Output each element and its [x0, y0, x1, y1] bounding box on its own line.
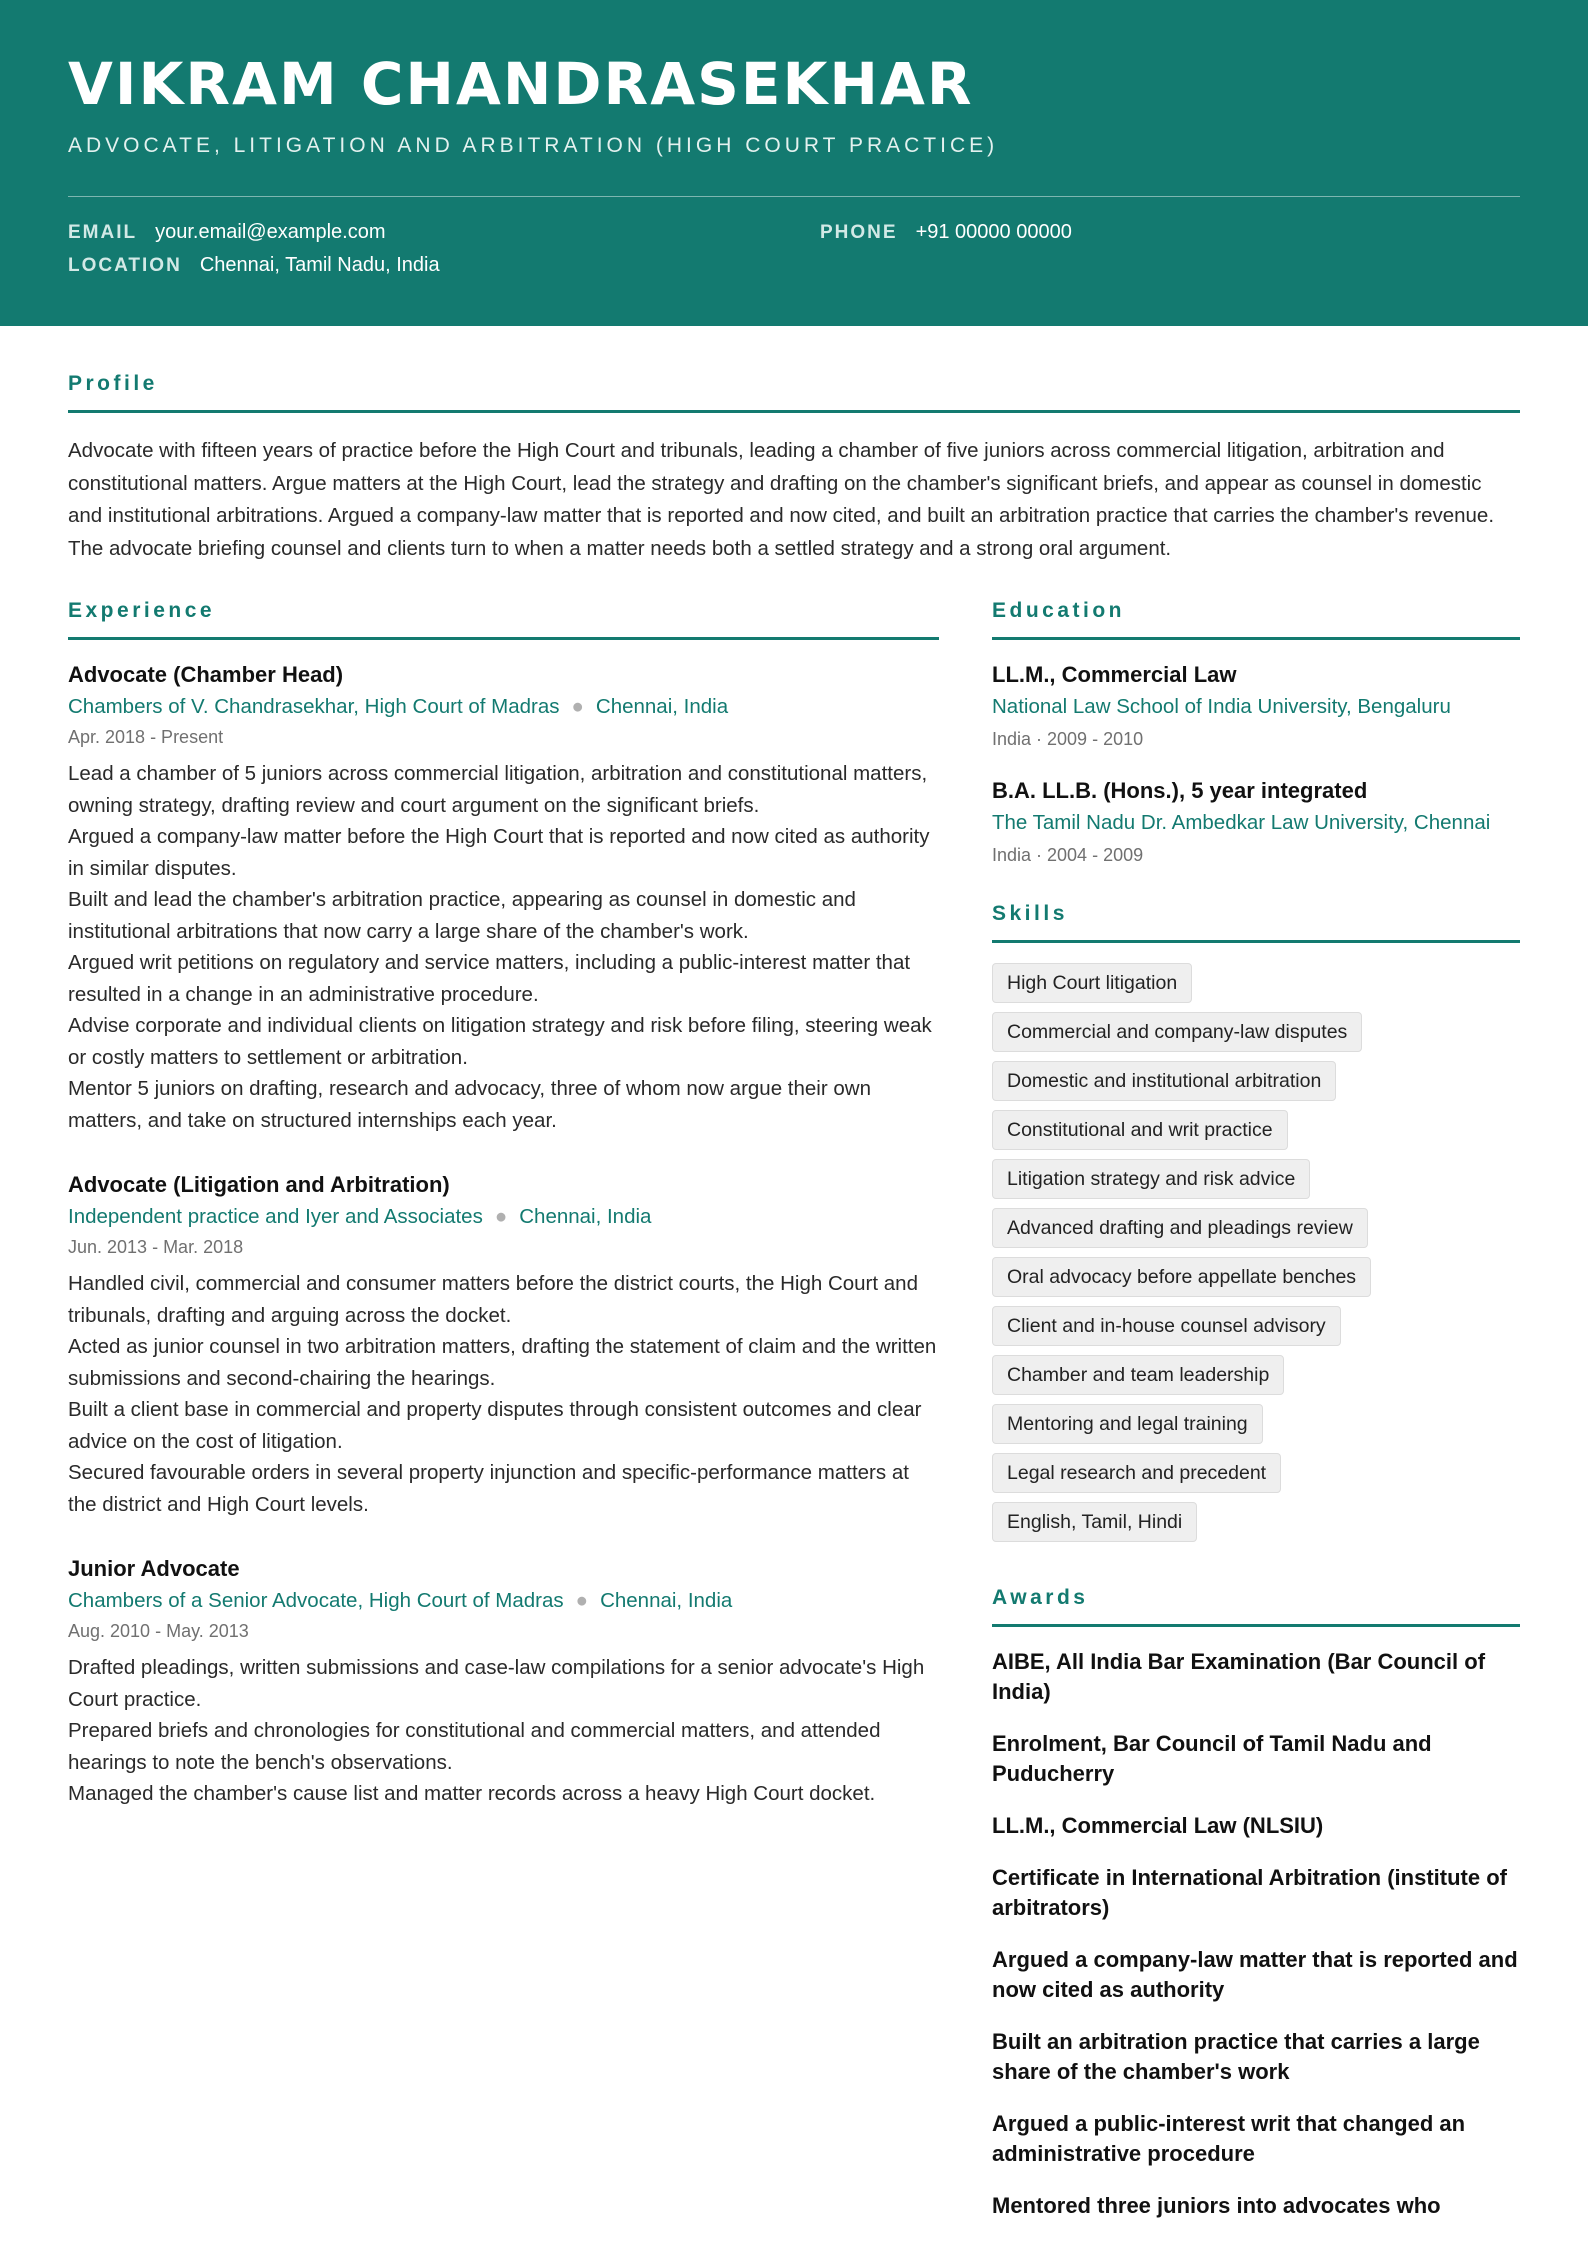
- job-entry: [68, 1170, 939, 1520]
- job-location: Chennai, India: [595, 695, 729, 718]
- job-dates: Aug. 2010 - May. 2013: [68, 1621, 249, 1641]
- award-item: Enrolment, Bar Council of Tamil Nadu and Puducherry: [992, 1731, 1432, 1786]
- school-name: The Tamil Nadu Dr. Ambedkar Law University, Chennai: [992, 811, 1491, 834]
- skill-tag: Mentoring and legal training: [992, 1404, 1263, 1444]
- header-divider: [68, 196, 1520, 197]
- award-item: Argued a company-law matter that is reported and now cited as authority: [992, 1947, 1518, 2002]
- job-bullet: Argued writ petitions on regulatory and service matters, including a public-interest matter that resulted in a change in an administrative procedure.: [68, 951, 911, 1006]
- skill-tag: Chamber and team leadership: [992, 1355, 1284, 1395]
- skill-tag: English, Tamil, Hindi: [992, 1502, 1197, 1542]
- profile-heading: Profile: [68, 372, 1520, 413]
- job-employer: Chambers of V. Chandrasekhar, High Court of Madras: [68, 695, 560, 718]
- job-entry: [68, 660, 939, 1136]
- skill-tag: Oral advocacy before appellate benches: [992, 1257, 1371, 1297]
- email-value[interactable]: your.email@example.com: [155, 221, 386, 243]
- contact-phone: [820, 221, 1520, 244]
- phone-value[interactable]: +91 00000 00000: [915, 221, 1072, 243]
- location-value: Chennai, Tamil Nadu, India: [199, 254, 440, 276]
- education-entry: [992, 660, 1520, 752]
- skill-tag: Litigation strategy and risk advice: [992, 1159, 1310, 1199]
- job-bullet: Prepared briefs and chronologies for constitutional and commercial matters, and attended hearings to note the bench's observations.: [68, 1719, 881, 1774]
- contact-location: [68, 254, 820, 277]
- resume-header: [0, 0, 1588, 326]
- job-bullets: [68, 758, 939, 1136]
- job-org-line: [68, 1202, 939, 1232]
- award-item: Certificate in International Arbitration (institute of arbitrators): [992, 1865, 1507, 1920]
- candidate-headline: ADVOCATE, LITIGATION AND ARBITRATION (HIGH COURT PRACTICE): [68, 134, 999, 157]
- awards-heading: Awards: [992, 1586, 1520, 1627]
- job-org-line: [68, 1586, 939, 1616]
- phone-label: PHONE: [820, 222, 898, 243]
- award-item: Mentored three juniors into advocates who: [992, 2193, 1441, 2218]
- profile-section: [68, 372, 1520, 565]
- job-title: Advocate (Chamber Head): [68, 662, 344, 687]
- skills-heading: Skills: [992, 902, 1520, 943]
- education-entry: [992, 776, 1520, 868]
- award-item: LL.M., Commercial Law (NLSIU): [992, 1813, 1324, 1838]
- contact-info: [68, 221, 1520, 277]
- job-bullets: [68, 1652, 939, 1810]
- skill-tags: [992, 963, 1520, 1542]
- job-bullet: Managed the chamber's cause list and matter records across a heavy High Court docket.: [68, 1782, 876, 1805]
- degree-name: LL.M., Commercial Law: [992, 662, 1237, 687]
- awards-section: [992, 1586, 1520, 2221]
- skill-tag: Legal research and precedent: [992, 1453, 1281, 1493]
- job-bullet: Built and lead the chamber's arbitration practice, appearing as counsel in domestic and institutional arbitrations that now carry a large share of the chamber's work.: [68, 888, 856, 943]
- job-bullet: Secured favourable orders in several property injunction and specific-performance matters at the district and High Court levels.: [68, 1461, 909, 1516]
- award-item: Argued a public-interest writ that changed an administrative procedure: [992, 2111, 1466, 2166]
- skill-tag: Domestic and institutional arbitration: [992, 1061, 1336, 1101]
- profile-summary: Advocate with fifteen years of practice before the High Court and tribunals, leading a chamber of five juniors across commercial litigation, arbitration and constitutional matters. Argue matters at the High Court, lead the strategy and drafting on the chamber's significant briefs, and appear as counsel in domestic and institutional arbitrations. Argued a company-law matter that is reported and now cited, and built an arbitration practice that carries the chamber's revenue. The advocate briefing counsel and clients turn to when a matter needs both a settled strategy and a strong oral argument.: [68, 439, 1495, 560]
- degree-name: B.A. LL.B. (Hons.), 5 year integrated: [992, 778, 1368, 803]
- email-label: EMAIL: [68, 222, 138, 243]
- job-dates: Apr. 2018 - Present: [68, 727, 224, 747]
- job-bullet: Built a client base in commercial and property disputes through consistent outcomes and clear advice on the cost of litigation.: [68, 1398, 922, 1453]
- job-dates: Jun. 2013 - Mar. 2018: [68, 1237, 244, 1257]
- skill-tag: Commercial and company-law disputes: [992, 1012, 1362, 1052]
- job-bullets: [68, 1268, 939, 1520]
- job-location: Chennai, India: [600, 1589, 733, 1612]
- skill-tag: Advanced drafting and pleadings review: [992, 1208, 1368, 1248]
- skill-tag: Constitutional and writ practice: [992, 1110, 1288, 1150]
- job-bullet: Drafted pleadings, written submissions and case-law compilations for a senior advocate's High Court practice.: [68, 1656, 925, 1711]
- job-bullet: Handled civil, commercial and consumer matters before the district courts, the High Court and tribunals, drafting and arguing across the docket.: [68, 1272, 918, 1327]
- job-bullet: Advise corporate and individual clients on litigation strategy and risk before filing, steering weak or costly matters to settlement or arbitration.: [68, 1014, 932, 1069]
- skill-tag: Client and in-house counsel advisory: [992, 1306, 1341, 1346]
- skills-section: [992, 902, 1520, 1542]
- two-column-layout: [68, 599, 1520, 2221]
- contact-email: [68, 221, 820, 244]
- separator-dot-icon: ●: [575, 1589, 589, 1612]
- location-label: LOCATION: [68, 255, 182, 276]
- candidate-name: VIKRAM CHANDRASEKHAR: [68, 50, 974, 118]
- job-bullet: Lead a chamber of 5 juniors across commercial litigation, arbitration and constitutional matters, owning strategy, drafting review and court argument on the significant briefs.: [68, 762, 928, 817]
- separator-dot-icon: ●: [571, 695, 584, 718]
- skill-tag: High Court litigation: [992, 963, 1192, 1003]
- school-name: National Law School of India University, Bengaluru: [992, 695, 1451, 718]
- education-section: [992, 599, 1520, 868]
- job-org-line: [68, 692, 939, 722]
- job-title: Junior Advocate: [68, 1556, 240, 1581]
- sidebar-column: [992, 599, 1520, 2221]
- resume-body: [0, 372, 1588, 2221]
- experience-section: [68, 599, 939, 2221]
- education-meta: India · 2009 - 2010: [992, 729, 1144, 749]
- job-bullet: Mentor 5 juniors on drafting, research and advocacy, three of whom now argue their own matters, and take on structured internships each year.: [68, 1077, 871, 1132]
- education-meta: India · 2004 - 2009: [992, 845, 1144, 865]
- award-item: AIBE, All India Bar Examination (Bar Council of India): [992, 1649, 1486, 1704]
- job-title: Advocate (Litigation and Arbitration): [68, 1172, 450, 1197]
- award-item: Built an arbitration practice that carries a large share of the chamber's work: [992, 2029, 1480, 2084]
- experience-heading: Experience: [68, 599, 939, 640]
- job-location: Chennai, India: [519, 1205, 652, 1228]
- education-heading: Education: [992, 599, 1520, 640]
- job-employer: Chambers of a Senior Advocate, High Court of Madras: [68, 1589, 564, 1612]
- job-bullet: Acted as junior counsel in two arbitration matters, drafting the statement of claim and the written submissions and second-chairing the hearings.: [68, 1335, 937, 1390]
- separator-dot-icon: ●: [494, 1205, 508, 1228]
- job-bullet: Argued a company-law matter before the High Court that is reported and now cited as authority in similar disputes.: [68, 825, 930, 880]
- job-entry: [68, 1554, 939, 1810]
- job-employer: Independent practice and Iyer and Associates: [68, 1205, 483, 1228]
